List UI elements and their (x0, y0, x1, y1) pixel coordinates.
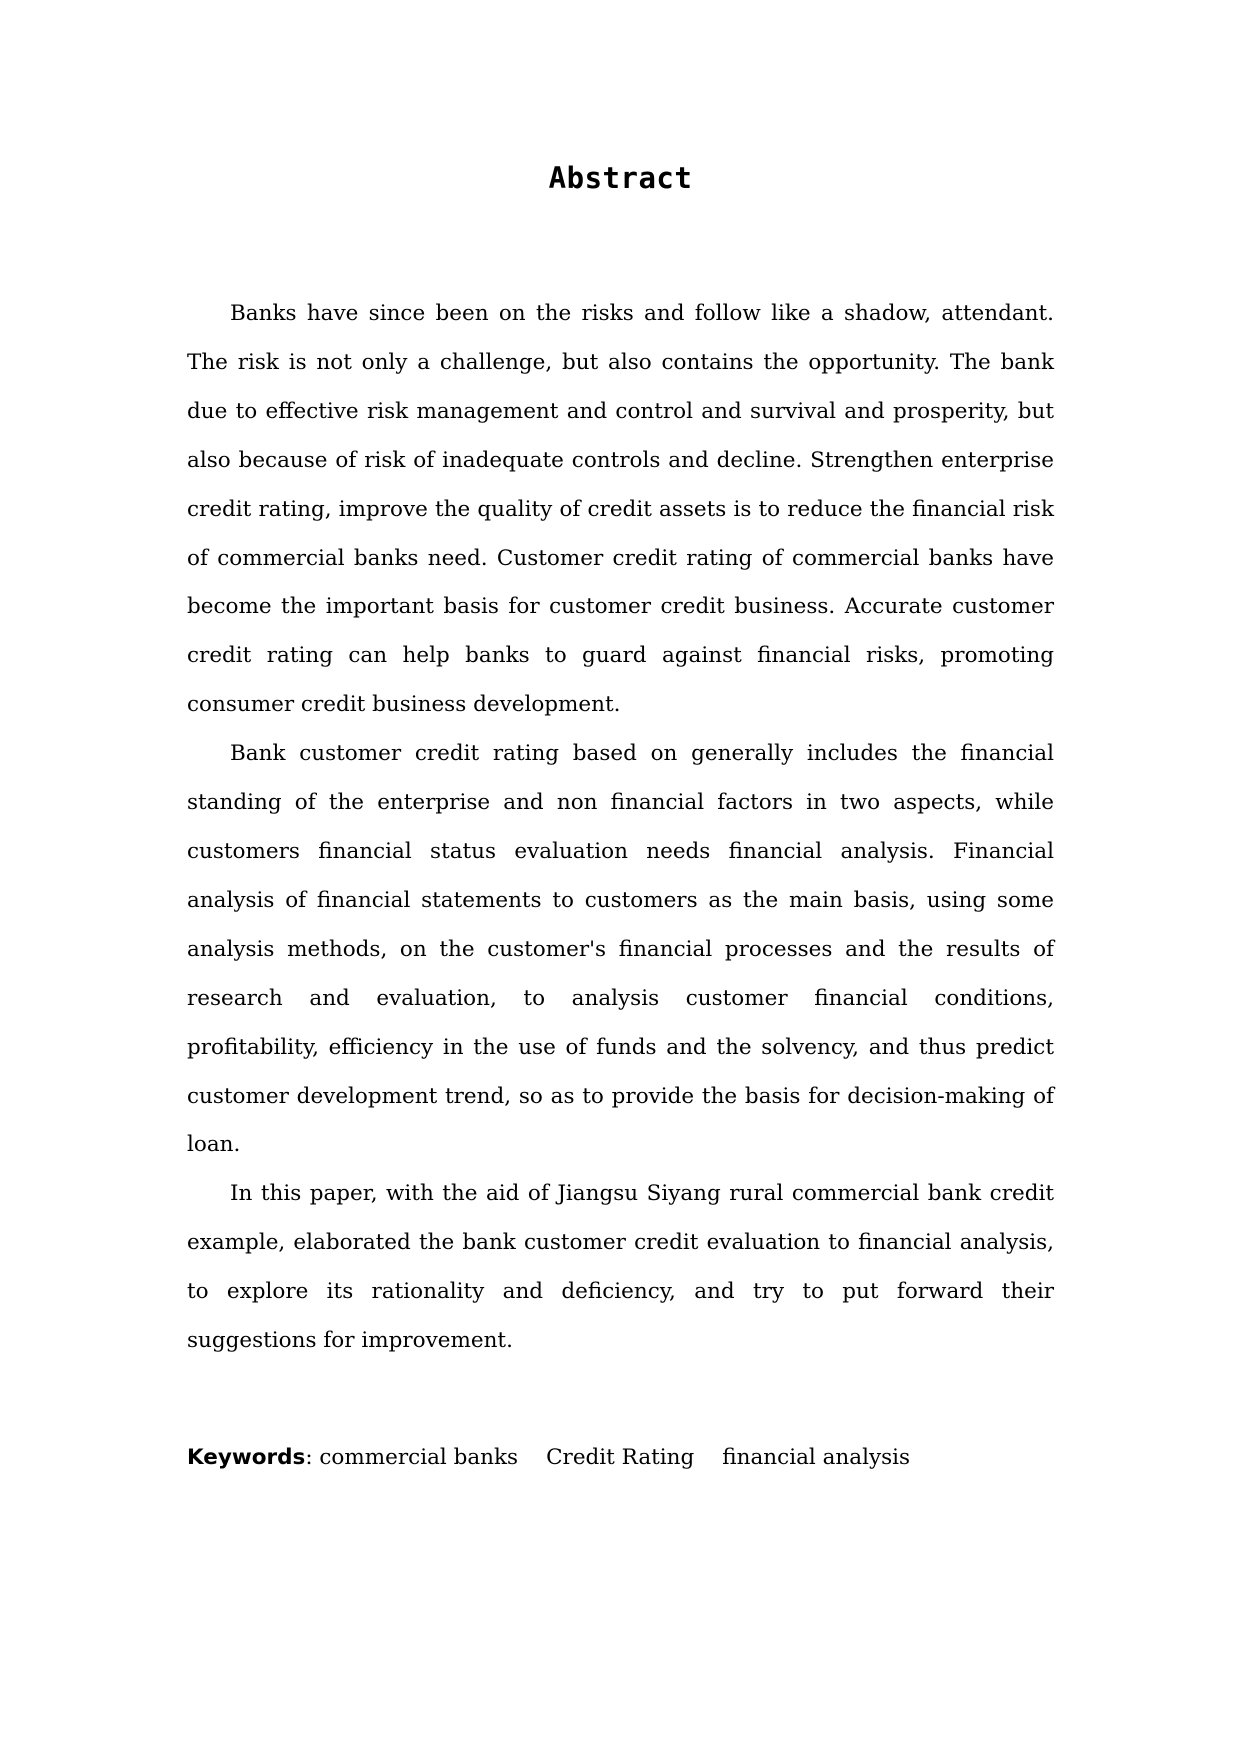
keywords-separator: : (305, 1445, 320, 1470)
keyword-item: Credit Rating (546, 1445, 695, 1470)
keywords-label: Keywords (187, 1445, 306, 1470)
keywords-line (187, 1440, 1087, 1476)
abstract-paragraph-1: Banks have since been on the risks and follow like a shadow, attendant. The risk is not only a challenge, but also contains the opportunity. The bank due to effective risk management and control and survival and prosperity, but also because of risk of inadequate controls and decline. Strengthen enterprise credit rating, improve the quality of credit assets is to reduce the financial risk of commercial banks need. Customer credit rating of commercial banks have become the important basis for customer credit business. Accurate customer credit rating can help banks to guard against financial risks, promoting consumer credit business development. (187, 301, 1054, 718)
abstract-body (187, 290, 1054, 1366)
abstract-paragraph-3: In this paper, with the aid of Jiangsu Siyang rural commercial bank credit example, elaborated the bank customer credit evaluation to financial analysis, to explore its rationality and deficiency, and try to put forward their suggestions for improvement. (187, 1181, 1054, 1354)
keyword-item: commercial banks (319, 1445, 519, 1470)
keyword-item: financial analysis (722, 1445, 911, 1470)
abstract-title: Abstract (548, 161, 693, 195)
abstract-paragraph-2: Bank customer credit rating based on generally includes the financial standing of the enterprise and non financial factors in two aspects, while customers financial status evaluation needs financial analysis. Financial analysis of financial statements to customers as the main basis, using some analysis methods, on the customer's financial processes and the results of research and evaluation, to analysis customer financial conditions, profitability, efficiency in the use of funds and the solvency, and thus predict customer development trend, so as to provide the basis for decision-making of loan. (187, 741, 1054, 1158)
